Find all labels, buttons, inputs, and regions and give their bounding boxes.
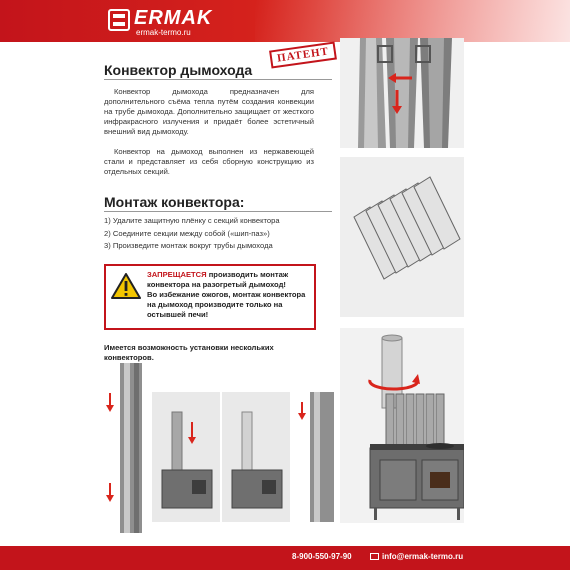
convector-stack-photo [104, 363, 150, 533]
mail-icon [370, 553, 379, 560]
convector-stack-photo-2 [296, 392, 340, 522]
step-item: 3) Произведите монтаж вокруг трубы дымохода [104, 241, 273, 250]
section-title-installation: Монтаж конвектора: [104, 194, 245, 210]
footer-phone[interactable]: 8-900-550-97-90 [292, 552, 352, 561]
brand-name: ERMAK [134, 7, 213, 29]
installation-steps [104, 215, 280, 253]
step-item: 1) Удалите защитную плёнку с секций конвектора [104, 216, 280, 225]
warning-lead: ЗАПРЕЩАЕТСЯ [147, 270, 207, 279]
footer-bar [0, 546, 570, 570]
ermak-logo-icon [108, 9, 130, 31]
footer-email[interactable]: info@ermak-termo.ru [382, 552, 464, 561]
patent-stamp: ПАТЕНТ [269, 41, 337, 68]
convector-section-photo [340, 38, 464, 148]
title-underline [104, 211, 332, 212]
brand-site[interactable]: ermak-termo.ru [136, 28, 191, 37]
multiple-convectors-note: Имеется возможность установки нескольких конвекторов. [104, 343, 274, 362]
header-banner [0, 0, 570, 42]
convector-sections-photo [340, 157, 464, 317]
description-paragraph-1: Конвектор дымохода предназначен для дополнительного съёма тепла путём создания конвекции на трубе дымохода. Дополнительно защищает от жесткого инфракрасного излучения и придаёт более эстетичный внешний вид дымоходу. [104, 87, 314, 136]
description-paragraph-2: Конвектор на дымоход выполнен из нержавеющей стали и представляет из себя сборную конструкцию из отдельных секций. [104, 147, 314, 176]
stove-with-convector-photo [152, 392, 220, 522]
title-underline [104, 79, 332, 80]
warning-triangle-icon [110, 272, 142, 305]
step-item: 2) Соедините секции между собой («шип-паз») [104, 228, 270, 238]
stove-convector-installed-photo [340, 328, 464, 523]
stove-chimney-photo [222, 392, 290, 522]
warning-text [147, 270, 312, 320]
warning-text-1: производить монтаж конвектора на разогретый дымоход! [147, 270, 289, 289]
warning-text-2: Во избежание ожогов, монтаж конвектора на дымоход производите только на остывшей печи! [147, 290, 306, 319]
section-title-convector: Конвектор дымохода [104, 62, 253, 78]
header-swoosh [255, 0, 570, 42]
